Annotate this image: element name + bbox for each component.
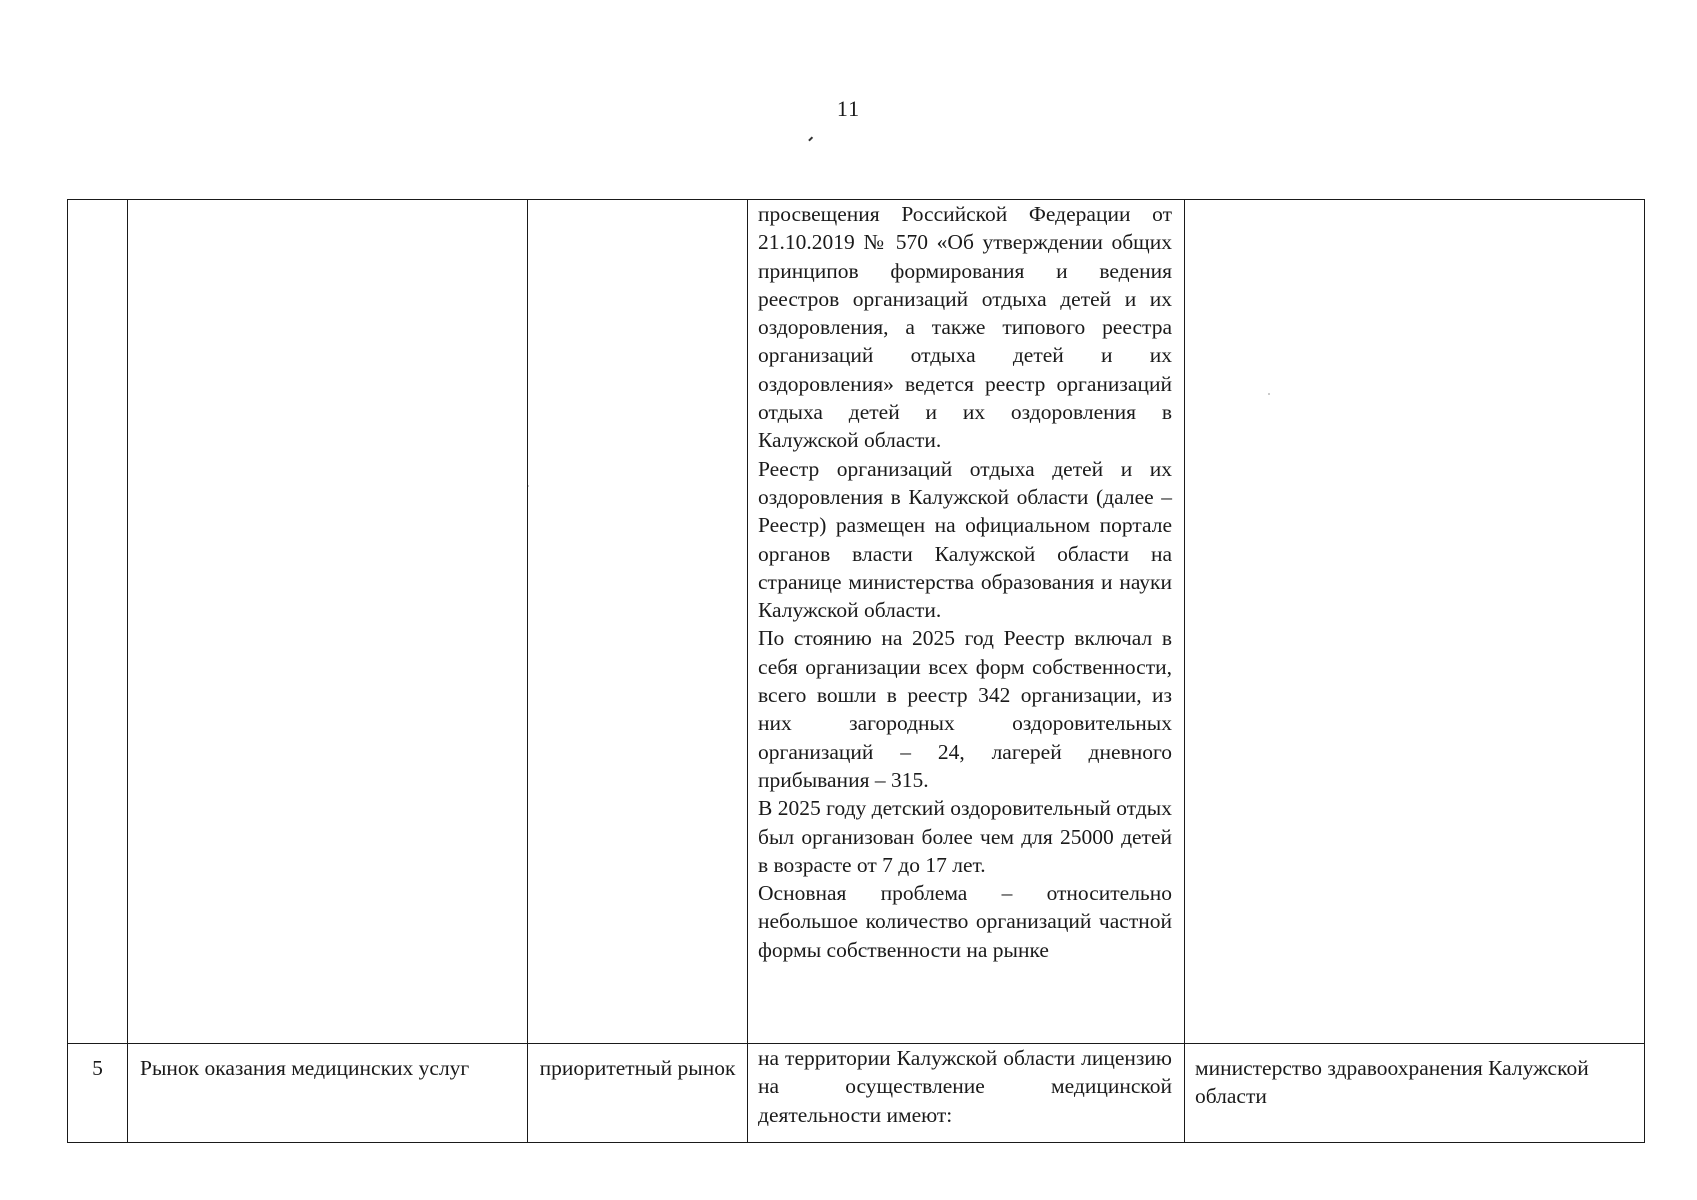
responsible-authority: министерство здравоохранения Калужской области [1185, 1044, 1645, 1143]
description-paragraph: По стоянию на 2025 год Реестр включал в себя организации всех форм собственности, всего вошли в реестр 342 организации, из них загородных оздоровительных организаций – 24, лагерей дневного прибывания – 315. [758, 626, 1172, 792]
table-row [68, 1044, 1645, 1143]
market-table [67, 199, 1645, 1143]
cell-market-status [528, 200, 748, 1044]
description-paragraph: Основная проблема – относительно небольшое количество организаций частной формы собственности на рынке [758, 881, 1172, 962]
cell-description [748, 200, 1185, 1044]
table-row-continuation [68, 200, 1645, 1044]
description-paragraph: просвещения Российской Федерации от 21.10.2019 № 570 «Об утверждении общих принципов формирования и ведения реестров организаций отдыха детей и их оздоровления, а также типового реестра организаций отдыха детей и их оздоровления» ведется реестр организаций отдыха детей и их оздоровления в Калужской области. [758, 202, 1172, 453]
row-number: 5 [68, 1044, 128, 1143]
cell-market-name [128, 200, 528, 1044]
cell-number [68, 200, 128, 1044]
market-description [748, 1044, 1185, 1143]
market-name: Рынок оказания медицинских услуг [128, 1044, 528, 1143]
page-number: 11 [836, 96, 861, 121]
cell-responsible [1185, 200, 1645, 1044]
market-status: приоритетный рынок [528, 1044, 748, 1143]
description-paragraph: В 2025 году детский оздоровительный отдых был организован более чем для 25000 детей в возрасте от 7 до 17 лет. [758, 796, 1172, 877]
description-paragraph: Реестр организаций отдыха детей и их оздоровления в Калужской области (далее – Реестр) размещен на официальном портале органов власти Калужской области на странице министерства образования и науки Калужской области. [758, 456, 1172, 623]
scan-mark [808, 136, 813, 141]
description-paragraph: на территории Калужской области лицензию на осуществление медицинской деятельности имеют: [758, 1046, 1172, 1127]
